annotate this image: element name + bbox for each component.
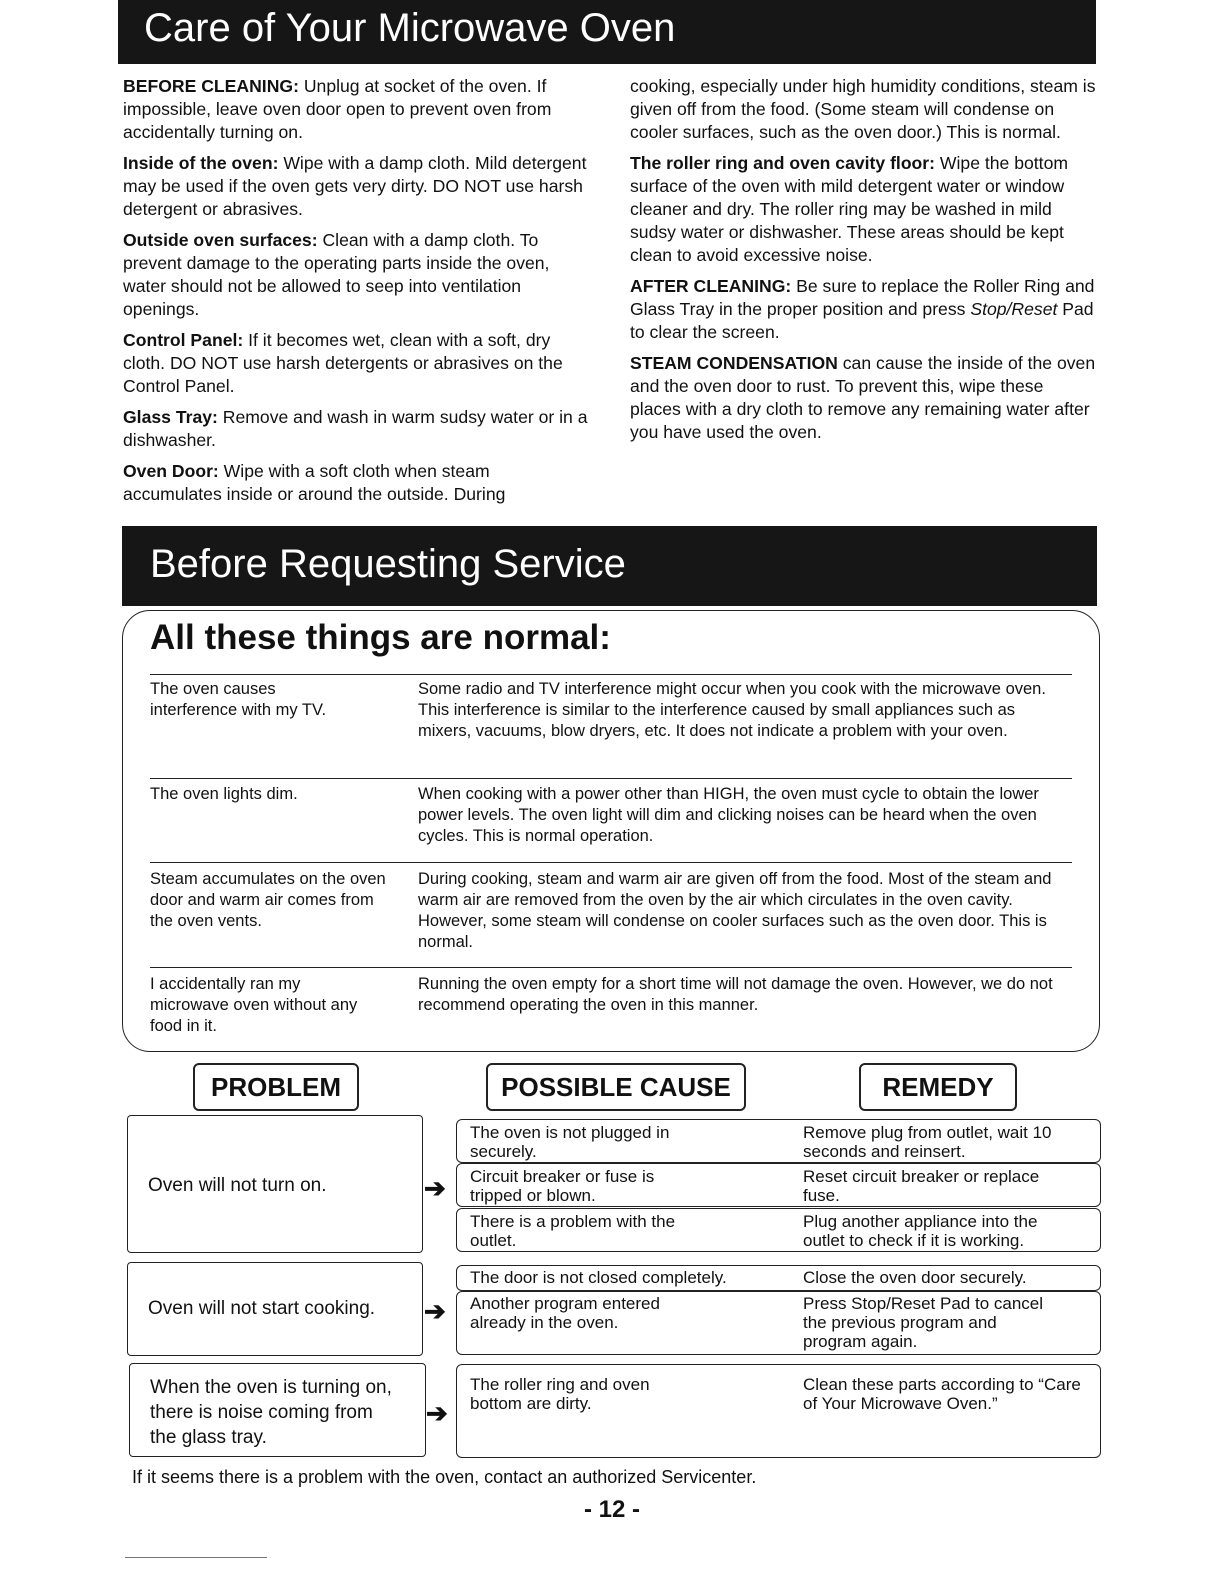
problem-text: When the oven is turning on, there is noise coming from the glass tray. <box>150 1377 392 1448</box>
remedy-text: Press Stop/Reset Pad to cancel the previous program and program again. <box>803 1294 1044 1351</box>
cause-remedy-row <box>456 1291 1101 1355</box>
care-title: Care of Your Microwave Oven <box>144 6 676 50</box>
normal-issue: The oven causes interference with my TV. <box>150 680 327 719</box>
care-item: Oven Door: Wipe with a soft cloth when steam accumulates inside or around the outside. During <box>123 461 506 504</box>
remedy-text: Remove plug from outlet, wait 10 seconds and reinsert. <box>803 1123 1052 1161</box>
cause-text: The door is not closed completely. <box>470 1268 727 1287</box>
remedy-text: Plug another appliance into the outlet to check if it is working. <box>803 1212 1038 1250</box>
page-number: - 12 - <box>583 1496 640 1523</box>
remedy-text: Close the oven door securely. <box>803 1268 1027 1287</box>
care-item: The roller ring and oven cavity floor: Wipe the bottom surface of the oven with mild detergent water or window cleaner and dry. The roller ring may be washed in mild sudsy water or dishwasher. These areas should be kept clean to avoid excessive noise. <box>630 153 1069 265</box>
care-item: Glass Tray: Remove and wash in warm sudsy water or in a dishwasher. <box>123 407 588 450</box>
remedy-header: REMEDY <box>859 1063 1017 1111</box>
problem-box <box>129 1363 426 1457</box>
cause-remedy-row <box>456 1364 1101 1458</box>
divider <box>150 778 1072 779</box>
normal-explanation: Some radio and TV interference might occur when you cook with the microwave oven. This interference is similar to the interference caused by small appliances such as mixers, vacuums, blow dryers, etc. It does not indicate a problem with your oven. <box>418 680 1046 740</box>
care-item: cooking, especially under high humidity conditions, steam is given off from the food. (Some steam will condense on cooler surfaces, such as the oven door.) This is normal. <box>630 76 1096 142</box>
normal-explanation: During cooking, steam and warm air are given off from the food. Most of the steam and warm air are removed from the oven by the air which circulates in the oven cavity. However, some steam will condense on cooler surfaces such as the oven door. This is normal. <box>418 870 1052 951</box>
cause-text: Circuit breaker or fuse is tripped or blown. <box>470 1167 655 1205</box>
problem-text: Oven will not turn on. <box>148 1175 327 1196</box>
divider <box>150 674 1072 675</box>
normal-issue: The oven lights dim. <box>150 785 298 803</box>
arrow-icon: ➔ <box>426 1398 448 1428</box>
care-item: Outside oven surfaces: Clean with a damp cloth. To prevent damage to the operating parts inside the oven, water should not be allowed to seep into ventilation openings. <box>123 230 550 319</box>
cause-remedy-row <box>456 1265 1101 1291</box>
footer-line <box>125 1557 267 1558</box>
divider <box>150 862 1072 863</box>
service-title: Before Requesting Service <box>150 542 626 586</box>
problem-box <box>127 1262 423 1356</box>
problem-box <box>127 1115 423 1253</box>
cause-text: The oven is not plugged in securely. <box>470 1123 670 1161</box>
care-item: Control Panel: If it becomes wet, clean with a soft, dry cloth. DO NOT use harsh detergents or abrasives on the Control Panel. <box>123 330 563 396</box>
cause-remedy-row <box>456 1208 1101 1252</box>
normal-explanation: When cooking with a power other than HIGH, the oven must cycle to obtain the lower power levels. The oven light will dim and clicking noises can be heard when the oven cycles. This is normal operation. <box>418 785 1039 845</box>
divider <box>150 967 1072 968</box>
service-banner <box>122 526 1097 606</box>
normal-explanation: Running the oven empty for a short time will not damage the oven. However, we do not recommend operating the oven in this manner. <box>418 975 1053 1014</box>
care-right-column <box>630 75 1096 452</box>
remedy-text: Clean these parts according to “Care of Your Microwave Oven.” <box>803 1375 1081 1413</box>
normal-issue: Steam accumulates on the oven door and warm air comes from the oven vents. <box>150 870 386 930</box>
arrow-icon: ➔ <box>424 1173 446 1203</box>
cause-remedy-row <box>456 1119 1101 1163</box>
arrow-icon: ➔ <box>424 1296 446 1326</box>
cause-remedy-row <box>456 1163 1101 1207</box>
care-item: AFTER CLEANING: Be sure to replace the Roller Ring and Glass Tray in the proper position and press Stop/Reset Pad to clear the screen. <box>630 276 1095 342</box>
care-item: STEAM CONDENSATION can cause the inside of the oven and the oven door to rust. To prevent this, wipe these places with a dry cloth to remove any remaining water after you have used the oven. <box>630 353 1096 442</box>
service-note: If it seems there is a problem with the oven, contact an authorized Servicenter. <box>132 1467 757 1487</box>
normal-issue: I accidentally ran my microwave oven without any food in it. <box>150 975 358 1035</box>
problem-header: PROBLEM <box>193 1063 359 1111</box>
care-item: BEFORE CLEANING: Unplug at socket of the oven. If impossible, leave oven door open to prevent oven from accidentally turning on. <box>123 76 552 142</box>
possible-cause-header: POSSIBLE CAUSE <box>486 1063 746 1111</box>
normal-things-title: All these things are normal: <box>150 618 611 657</box>
care-left-column <box>123 75 591 514</box>
care-item: Inside of the oven: Wipe with a damp cloth. Mild detergent may be used if the oven gets very dirty. DO NOT use harsh detergent or abrasives. <box>123 153 587 219</box>
cause-text: The roller ring and oven bottom are dirty. <box>470 1375 650 1413</box>
problem-text: Oven will not start cooking. <box>148 1298 376 1319</box>
care-banner <box>118 0 1096 64</box>
cause-text: Another program entered already in the oven. <box>470 1294 660 1332</box>
remedy-text: Reset circuit breaker or replace fuse. <box>803 1167 1040 1205</box>
cause-text: There is a problem with the outlet. <box>470 1212 676 1250</box>
